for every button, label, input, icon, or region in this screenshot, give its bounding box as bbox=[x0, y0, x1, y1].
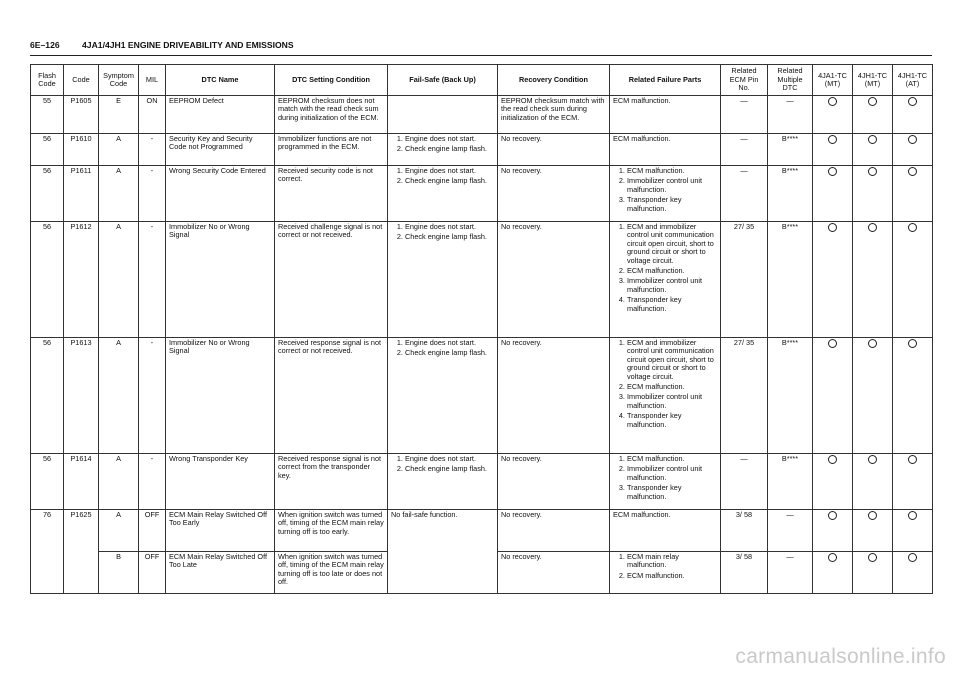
fail-safe bbox=[388, 338, 498, 454]
dtc-code: P1610 bbox=[64, 134, 99, 166]
failure-part-item: 4. Transponder key malfunction. bbox=[627, 296, 717, 313]
fail-safe-item: 1. Engine does not start. bbox=[405, 455, 494, 463]
applicable-circle-icon bbox=[868, 135, 877, 144]
mil: - bbox=[139, 338, 166, 454]
applicable-circle-icon bbox=[828, 223, 837, 232]
failure-part-item: 1. ECM malfunction. bbox=[627, 455, 717, 463]
flash-code: 56 bbox=[31, 454, 64, 510]
applicability-4jh1-at bbox=[893, 134, 933, 166]
multiple-dtc: B**** bbox=[768, 134, 813, 166]
recovery-condition: No recovery. bbox=[498, 454, 610, 510]
failure-parts bbox=[610, 454, 721, 510]
failure-part-item: 2. ECM malfunction. bbox=[627, 572, 717, 580]
mil: - bbox=[139, 166, 166, 222]
dtc-code: P1611 bbox=[64, 166, 99, 222]
dtc-name: ECM Main Relay Switched Off Too Early bbox=[166, 510, 275, 552]
col-header: Recovery Condition bbox=[498, 65, 610, 96]
dtc-code: P1613 bbox=[64, 338, 99, 454]
multiple-dtc: B**** bbox=[768, 222, 813, 338]
table-row bbox=[31, 222, 933, 338]
symptom-code: A bbox=[99, 510, 139, 552]
failure-parts: ECM malfunction. bbox=[610, 510, 721, 552]
applicable-circle-icon bbox=[868, 167, 877, 176]
mil: - bbox=[139, 134, 166, 166]
symptom-code: A bbox=[99, 454, 139, 510]
applicable-circle-icon bbox=[908, 511, 917, 520]
fail-safe bbox=[388, 222, 498, 338]
failure-part-item: 2. Immobilizer control unit malfunction. bbox=[627, 465, 717, 482]
fail-safe-item: 2. Check engine lamp flash. bbox=[405, 233, 494, 241]
fail-safe-item: 1. Engine does not start. bbox=[405, 167, 494, 175]
failure-part-item: 1. ECM and immobilizer control unit communication circuit open circuit, short to ground circuit or short to voltage circuit. bbox=[627, 339, 717, 381]
multiple-dtc: B**** bbox=[768, 338, 813, 454]
table-row bbox=[31, 510, 933, 552]
setting-condition: EEPROM checksum does not match with the read check sum during initialization of the ECM. bbox=[275, 96, 388, 134]
symptom-code: A bbox=[99, 166, 139, 222]
failure-part-item: 3. Transponder key malfunction. bbox=[627, 484, 717, 501]
failure-parts: ECM malfunction. bbox=[610, 134, 721, 166]
setting-condition: Immobilizer functions are not programmed in the ECM. bbox=[275, 134, 388, 166]
applicable-circle-icon bbox=[828, 511, 837, 520]
applicability-4jh1-at bbox=[893, 454, 933, 510]
failure-parts: ECM malfunction. bbox=[610, 96, 721, 134]
col-header: DTC Setting Condition bbox=[275, 65, 388, 96]
applicable-circle-icon bbox=[908, 455, 917, 464]
symptom-code: E bbox=[99, 96, 139, 134]
applicability-4ja1-mt bbox=[813, 338, 853, 454]
symptom-code: A bbox=[99, 134, 139, 166]
fail-safe bbox=[388, 454, 498, 510]
page-title: 4JA1/4JH1 ENGINE DRIVEABILITY AND EMISSIONS bbox=[82, 40, 294, 50]
ecm-pin: — bbox=[721, 166, 768, 222]
failure-parts bbox=[610, 166, 721, 222]
mil: OFF bbox=[139, 552, 166, 594]
applicable-circle-icon bbox=[828, 339, 837, 348]
dtc-name: EEPROM Defect bbox=[166, 96, 275, 134]
fail-safe: No fail-safe function. bbox=[388, 510, 498, 594]
table-row bbox=[31, 338, 933, 454]
recovery-condition: No recovery. bbox=[498, 552, 610, 594]
flash-code: 56 bbox=[31, 166, 64, 222]
col-header: Related Failure Parts bbox=[610, 65, 721, 96]
multiple-dtc: B**** bbox=[768, 166, 813, 222]
applicability-4jh1-mt bbox=[853, 552, 893, 594]
table-row bbox=[31, 134, 933, 166]
fail-safe-item: 1. Engine does not start. bbox=[405, 223, 494, 231]
applicability-4jh1-at bbox=[893, 552, 933, 594]
failure-part-item: 2. ECM malfunction. bbox=[627, 267, 717, 275]
dtc-name: ECM Main Relay Switched Off Too Late bbox=[166, 552, 275, 594]
applicable-circle-icon bbox=[908, 167, 917, 176]
multiple-dtc: B**** bbox=[768, 454, 813, 510]
symptom-code: B bbox=[99, 552, 139, 594]
ecm-pin: 27/ 35 bbox=[721, 338, 768, 454]
fail-safe-item: 1. Engine does not start. bbox=[405, 135, 494, 143]
ecm-pin: 3/ 58 bbox=[721, 510, 768, 552]
failure-part-item: 1. ECM and immobilizer control unit communication circuit open circuit, short to ground circuit or short to voltage circuit. bbox=[627, 223, 717, 265]
applicable-circle-icon bbox=[828, 553, 837, 562]
col-header: Related Multiple DTC bbox=[768, 65, 813, 96]
recovery-condition: No recovery. bbox=[498, 134, 610, 166]
fail-safe bbox=[388, 96, 498, 134]
watermark: carmanualsonline.info bbox=[735, 645, 946, 668]
applicability-4jh1-at bbox=[893, 338, 933, 454]
col-header: 4JA1-TC (MT) bbox=[813, 65, 853, 96]
applicable-circle-icon bbox=[908, 223, 917, 232]
dtc-name: Immobilizer No or Wrong Signal bbox=[166, 222, 275, 338]
applicability-4ja1-mt bbox=[813, 454, 853, 510]
mil: - bbox=[139, 222, 166, 338]
setting-condition: Received response signal is not correct from the transponder key. bbox=[275, 454, 388, 510]
ecm-pin: — bbox=[721, 96, 768, 134]
table-row bbox=[31, 96, 933, 134]
symptom-code: A bbox=[99, 222, 139, 338]
dtc-name: Wrong Security Code Entered bbox=[166, 166, 275, 222]
col-header: Code bbox=[64, 65, 99, 96]
applicable-circle-icon bbox=[828, 455, 837, 464]
col-header: Fail-Safe (Back Up) bbox=[388, 65, 498, 96]
applicable-circle-icon bbox=[868, 455, 877, 464]
applicable-circle-icon bbox=[908, 339, 917, 348]
flash-code: 56 bbox=[31, 222, 64, 338]
failure-part-item: 1. ECM malfunction. bbox=[627, 167, 717, 175]
dtc-name: Security Key and Security Code not Programmed bbox=[166, 134, 275, 166]
applicability-4ja1-mt bbox=[813, 552, 853, 594]
applicable-circle-icon bbox=[908, 97, 917, 106]
applicable-circle-icon bbox=[868, 339, 877, 348]
applicability-4jh1-mt bbox=[853, 222, 893, 338]
setting-condition: Received challenge signal is not correct or not received. bbox=[275, 222, 388, 338]
applicability-4jh1-at bbox=[893, 510, 933, 552]
dtc-code: P1612 bbox=[64, 222, 99, 338]
failure-part-item: 2. Immobilizer control unit malfunction. bbox=[627, 177, 717, 194]
applicability-4ja1-mt bbox=[813, 510, 853, 552]
failure-part-item: 2. ECM malfunction. bbox=[627, 383, 717, 391]
setting-condition: When ignition switch was turned off, timing of the ECM main relay turning off is too early. bbox=[275, 510, 388, 552]
failure-part-item: 4. Transponder key malfunction. bbox=[627, 412, 717, 429]
dtc-name: Wrong Transponder Key bbox=[166, 454, 275, 510]
applicability-4jh1-at bbox=[893, 166, 933, 222]
dtc-name: Immobilizer No or Wrong Signal bbox=[166, 338, 275, 454]
applicability-4ja1-mt bbox=[813, 134, 853, 166]
applicability-4ja1-mt bbox=[813, 222, 853, 338]
col-header: DTC Name bbox=[166, 65, 275, 96]
failure-part-item: 1. ECM main relay malfunction. bbox=[627, 553, 717, 570]
dtc-code: P1614 bbox=[64, 454, 99, 510]
setting-condition: Received response signal is not correct or not received. bbox=[275, 338, 388, 454]
fail-safe-item: 2. Check engine lamp flash. bbox=[405, 465, 494, 473]
dtc-code: P1625 bbox=[64, 510, 99, 594]
multiple-dtc: — bbox=[768, 510, 813, 552]
applicable-circle-icon bbox=[828, 97, 837, 106]
failure-parts bbox=[610, 552, 721, 594]
mil: ON bbox=[139, 96, 166, 134]
table-header-row bbox=[31, 65, 933, 96]
table-row bbox=[31, 454, 933, 510]
flash-code: 76 bbox=[31, 510, 64, 594]
col-header: Symptom Code bbox=[99, 65, 139, 96]
applicability-4jh1-mt bbox=[853, 96, 893, 134]
col-header: Related ECM Pin No. bbox=[721, 65, 768, 96]
recovery-condition: No recovery. bbox=[498, 222, 610, 338]
applicable-circle-icon bbox=[868, 553, 877, 562]
flash-code: 55 bbox=[31, 96, 64, 134]
col-header: Flash Code bbox=[31, 65, 64, 96]
applicable-circle-icon bbox=[868, 223, 877, 232]
recovery-condition: EEPROM checksum match with the read check sum during initialization of the ECM. bbox=[498, 96, 610, 134]
applicable-circle-icon bbox=[868, 97, 877, 106]
recovery-condition: No recovery. bbox=[498, 510, 610, 552]
applicability-4jh1-mt bbox=[853, 338, 893, 454]
setting-condition: When ignition switch was turned off, timing of the ECM main relay turning off is too late or does not off. bbox=[275, 552, 388, 594]
failure-parts bbox=[610, 222, 721, 338]
applicability-4jh1-mt bbox=[853, 510, 893, 552]
applicable-circle-icon bbox=[828, 135, 837, 144]
ecm-pin: — bbox=[721, 134, 768, 166]
applicability-4ja1-mt bbox=[813, 166, 853, 222]
flash-code: 56 bbox=[31, 338, 64, 454]
multiple-dtc: — bbox=[768, 552, 813, 594]
header-rule bbox=[30, 55, 932, 56]
fail-safe-item: 1. Engine does not start. bbox=[405, 339, 494, 347]
symptom-code: A bbox=[99, 338, 139, 454]
multiple-dtc: — bbox=[768, 96, 813, 134]
fail-safe bbox=[388, 166, 498, 222]
dtc-code: P1605 bbox=[64, 96, 99, 134]
recovery-condition: No recovery. bbox=[498, 166, 610, 222]
applicability-4jh1-mt bbox=[853, 454, 893, 510]
page-number: 6E–126 bbox=[30, 40, 60, 50]
failure-parts bbox=[610, 338, 721, 454]
table-row bbox=[31, 166, 933, 222]
applicable-circle-icon bbox=[908, 553, 917, 562]
flash-code: 56 bbox=[31, 134, 64, 166]
fail-safe-item: 2. Check engine lamp flash. bbox=[405, 145, 494, 153]
applicability-4ja1-mt bbox=[813, 96, 853, 134]
col-header: MIL bbox=[139, 65, 166, 96]
fail-safe-item: 2. Check engine lamp flash. bbox=[405, 349, 494, 357]
page-header bbox=[30, 40, 294, 50]
setting-condition: Received security code is not correct. bbox=[275, 166, 388, 222]
fail-safe-item: 2. Check engine lamp flash. bbox=[405, 177, 494, 185]
applicable-circle-icon bbox=[868, 511, 877, 520]
mil: OFF bbox=[139, 510, 166, 552]
recovery-condition: No recovery. bbox=[498, 338, 610, 454]
failure-part-item: 3. Immobilizer control unit malfunction. bbox=[627, 277, 717, 294]
applicability-4jh1-mt bbox=[853, 166, 893, 222]
fail-safe bbox=[388, 134, 498, 166]
failure-part-item: 3. Transponder key malfunction. bbox=[627, 196, 717, 213]
applicable-circle-icon bbox=[908, 135, 917, 144]
ecm-pin: — bbox=[721, 454, 768, 510]
ecm-pin: 27/ 35 bbox=[721, 222, 768, 338]
applicability-4jh1-at bbox=[893, 222, 933, 338]
failure-part-item: 3. Immobilizer control unit malfunction. bbox=[627, 393, 717, 410]
applicability-4jh1-mt bbox=[853, 134, 893, 166]
col-header: 4JH1-TC (MT) bbox=[853, 65, 893, 96]
mil: - bbox=[139, 454, 166, 510]
col-header: 4JH1-TC (AT) bbox=[893, 65, 933, 96]
applicability-4jh1-at bbox=[893, 96, 933, 134]
applicable-circle-icon bbox=[828, 167, 837, 176]
dtc-table bbox=[30, 64, 933, 594]
ecm-pin: 3/ 58 bbox=[721, 552, 768, 594]
